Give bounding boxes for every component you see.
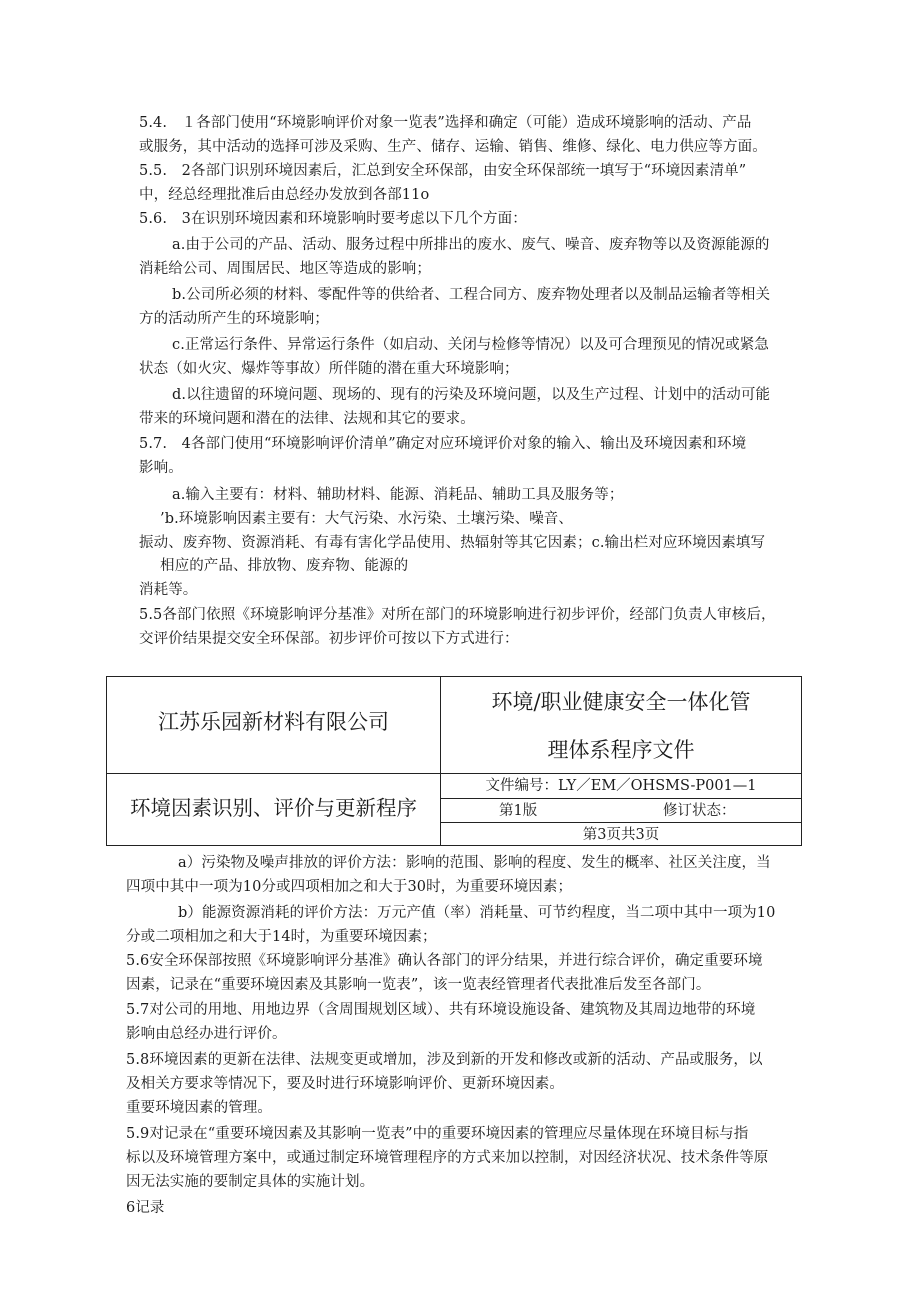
text-line: c.正常运行条件、异常运行条件（如启动、关闭与检修等情况）以及可合理预见的情况或紧急 — [172, 337, 769, 353]
doc-title-line2: 理体系程序文件 — [547, 738, 695, 762]
text-line: 5.5. 2各部门识别环境因素后，汇总到安全环保部，由安全环保部统一填写于“环境因素清单” — [139, 163, 747, 179]
text-line: 消耗等。 — [139, 582, 198, 598]
text-line: 及相关方要求等情况下，要及时进行环境影响评价、更新环境因素。 — [126, 1076, 564, 1092]
procedure-name: 环境因素识别、评价与更新程序 — [130, 796, 417, 820]
text-line: 5.6. 3在识别环境因素和环境影响时要考虑以下几个方面： — [139, 211, 527, 227]
text-line: 状态（如火灾、爆炸等事故）所伴随的潜在重大环境影响； — [139, 361, 519, 377]
revision-status: 修订状态： — [663, 803, 736, 819]
text-line: 5.5各部门依照《环境影响评分基准》对所在部门的环境影响进行初步评价，经部门负责人审核后， — [139, 607, 776, 623]
text-line: 影响。 — [139, 460, 183, 476]
text-line: 相应的产品、排放物、废弃物、能源的 — [160, 558, 409, 574]
text-line: 5.8环境因素的更新在法律、法规变更或增加，涉及到新的开发和修改或新的活动、产品或服务，以 — [126, 1052, 763, 1068]
text-line: d.以往遗留的环境问题、现场的、现有的污染及环境问题，以及生产过程、计划中的活动可能 — [172, 387, 771, 403]
text-line: 消耗给公司、周围居民、地区等造成的影响； — [139, 261, 431, 277]
doc-number: 文件编号：LY／EM／OHSMS-P001—1 — [485, 778, 757, 794]
text-line: 重要环境因素的管理。 — [126, 1100, 272, 1116]
text-line: a）污染物及噪声排放的评价方法：影响的范围、影响的程度、发生的概率、社区关注度，当 — [178, 855, 771, 871]
doc-title-line1: 环境/职业健康安全一体化管 — [491, 690, 751, 714]
text-line: 5.4. １各部门使用“环境影响评价对象一览表”选择和确定（可能）造成环境影响的活动、产品 — [139, 115, 752, 131]
text-line: a.由于公司的产品、活动、服务过程中所排出的废水、废气、噪音、废弃物等以及资源能源的 — [172, 237, 770, 253]
text-line: 影响由总经办进行评价。 — [126, 1026, 287, 1042]
version: 第1版 — [499, 803, 538, 819]
text-line: 标以及环境管理方案中，或通过制定环境管理程序的方式来加以控制，对因经济状况、技术条件等原 — [126, 1150, 769, 1166]
text-line: 中，经总经理批准后由总经办发放到各部11o — [139, 187, 430, 203]
table-divider — [107, 773, 801, 774]
text-line: 分或二项相加之和大于14时，为重要环境因素； — [126, 929, 437, 945]
text-line: 振动、废弃物、资源消耗、有毒有害化学品使用、热辐射等其它因素；c.输出栏对应环境因素填写 — [139, 535, 766, 551]
text-line: 5.7. 4各部门使用“环境影响评价清单”确定对应环境评价对象的输入、输出及环境因素和环境 — [139, 436, 747, 452]
text-line: 交评价结果提交安全环保部。初步评价可按以下方式进行： — [139, 631, 519, 647]
text-line: 因无法实施的要制定具体的实施计划。 — [126, 1174, 375, 1190]
text-line: 因素，记录在“重要环境因素及其影响一览表”，该一览表经管理者代表批准后发至各部门。 — [126, 977, 711, 993]
text-line: 带来的环境问题和潜在的法律、法规和其它的要求。 — [139, 411, 475, 427]
company-name: 江苏乐园新材料有限公司 — [158, 710, 389, 734]
text-line: b）能源资源消耗的评价方法：万元产值（率）消耗量、可节约程度，当二项中其中一项为10 — [178, 905, 776, 921]
text-line: 5.6安全环保部按照《环境影响评分基准》确认各部门的评分结果，并进行综合评价，确定重要环境 — [126, 953, 763, 969]
table-divider — [440, 798, 801, 799]
text-line: b.公司所必须的材料、零配件等的供给者、工程合同方、废弃物处理者以及制品运输者等相关 — [172, 287, 771, 303]
text-line: ’b.环境影响因素主要有：大气污染、水污染、土壤污染、噪音、 — [160, 511, 573, 527]
text-line: a.输入主要有：材料、辅助材料、能源、消耗品、辅助工具及服务等； — [172, 487, 624, 503]
document-header-table — [106, 676, 802, 846]
text-line: 方的活动所产生的环境影响； — [139, 311, 329, 327]
text-line: 6记录 — [126, 1200, 165, 1216]
text-line: 5.9对记录在“重要环境因素及其影响一览表”中的重要环境因素的管理应尽量体现在环境目标与指 — [126, 1126, 749, 1142]
text-line: 或服务，其中活动的选择可涉及采购、生产、储存、运输、销售、维修、绿化、电力供应等方面。 — [139, 139, 767, 155]
table-divider — [440, 822, 801, 823]
text-line: 5.7对公司的用地、用地边界（含周围规划区域）、共有环境设施设备、建筑物及其周边地带的环境 — [126, 1002, 756, 1018]
page-info: 第3页共3页 — [582, 827, 660, 843]
text-line: 四项中其中一项为10分或四项相加之和大于30时，为重要环境因素； — [126, 879, 573, 895]
